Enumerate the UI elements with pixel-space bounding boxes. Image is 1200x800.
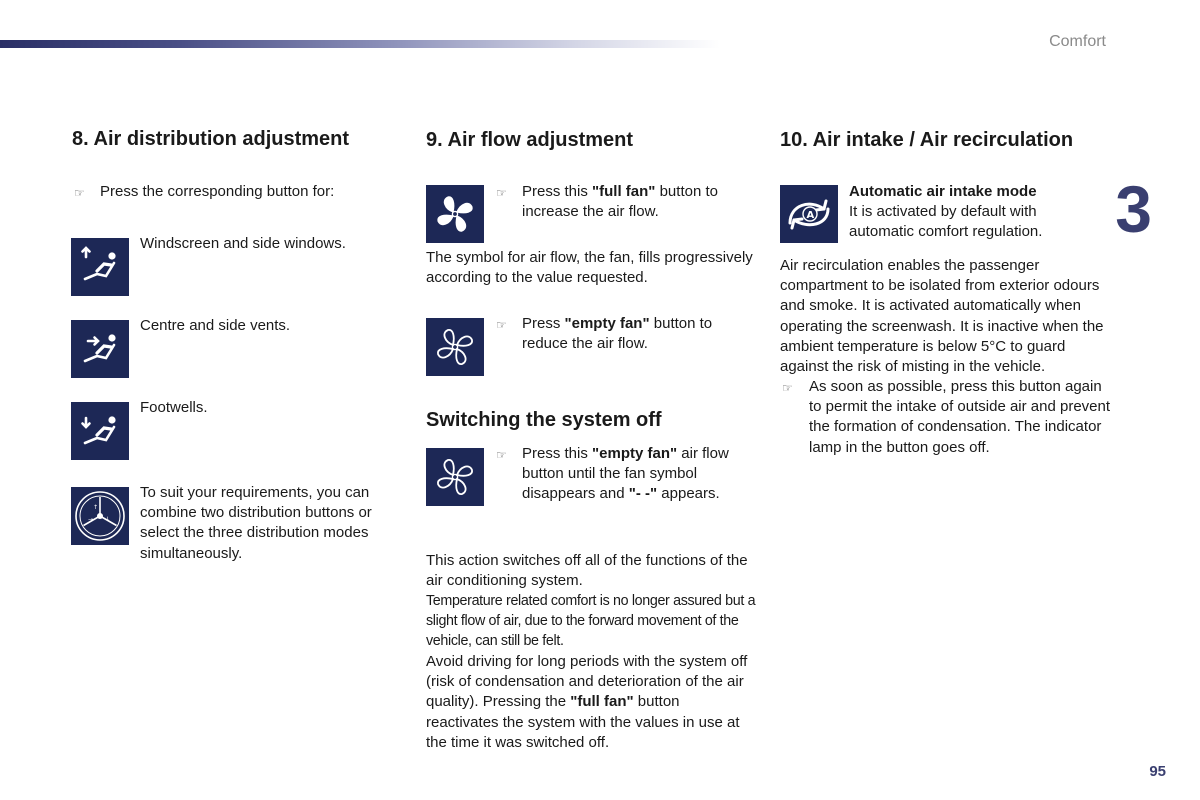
header-gradient-bar xyxy=(0,40,720,48)
distribution-dial-icon xyxy=(71,487,129,545)
section-title-air-distribution: 8. Air distribution adjustment xyxy=(72,128,350,150)
pointer-bullet-icon: ☞ xyxy=(496,186,507,200)
switch-off-text: Press this "empty fan" air flow button until the fan symbol disappears and "- -" appears. xyxy=(522,445,729,503)
fan-symbol-text: The symbol for air flow, the fan, fills progressively according to the value requested. xyxy=(426,249,753,287)
auto-mode-text: It is activated by default with automatic comfort regulation. xyxy=(849,203,1043,241)
recirculation-text: Air recirculation enables the passenger compartment to be isolated from exterior odours and smoke. It is activated automatically when operating the screenwash. It is inactive when the ambient temperature is below 5°C to guard against the risk of misting in the vehicle. xyxy=(780,257,1104,376)
svg-text:A: A xyxy=(806,210,815,221)
section-label: Comfort xyxy=(1049,33,1106,50)
switch-off-action-text: This action switches off all of the functions of the air conditioning system. xyxy=(426,552,748,590)
section-title-switch-off: Switching the system off xyxy=(426,409,662,431)
auto-mode-title: Automatic air intake mode xyxy=(849,183,1037,200)
windscreen-distribution-icon xyxy=(71,238,129,296)
svg-text:→: → xyxy=(88,516,94,523)
distribution-intro: Press the corresponding button for: xyxy=(100,183,335,200)
svg-text:↓: ↓ xyxy=(105,516,111,523)
avoid-driving-text: Avoid driving for long periods with the system off (risk of condensation and deterioration of the air quality). Pressing the "full fan" button reactivates the system with the values in use at the time it was switched off. xyxy=(426,653,748,751)
recirculation-bullet-text: As soon as possible, press this button again to permit the intake of outside air and prevent the formation of condensation. The indicator lamp in the button goes off. xyxy=(809,378,1111,456)
distribution-centre-label: Centre and side vents. xyxy=(140,317,291,334)
section-title-air-flow: 9. Air flow adjustment xyxy=(426,129,634,151)
pointer-bullet-icon: ☞ xyxy=(74,186,85,200)
svg-text:↑: ↑ xyxy=(93,504,99,511)
air-recirculation-icon xyxy=(780,185,838,243)
distribution-footwells-label: Footwells. xyxy=(140,399,208,416)
pointer-bullet-icon: ☞ xyxy=(496,318,507,332)
pointer-bullet-icon: ☞ xyxy=(496,448,507,462)
empty-fan-text: Press "empty fan" button to reduce the air flow. xyxy=(522,315,713,353)
comfort-note-text: Temperature related comfort is no longer assured but a slight flow of air, due to the forward movement of the vehicle, can still be felt. xyxy=(426,593,756,650)
full-fan-icon xyxy=(426,185,484,243)
section-title-air-intake: 10. Air intake / Air recirculation xyxy=(780,129,1074,151)
pointer-bullet-icon: ☞ xyxy=(782,381,793,395)
empty-fan-icon xyxy=(426,448,484,506)
page-number: 95 xyxy=(1149,763,1166,780)
empty-fan-icon xyxy=(426,318,484,376)
distribution-combine-text: To suit your requirements, you can combine two distribution buttons or select the three distribution modes simultaneously. xyxy=(140,484,372,562)
full-fan-text: Press this "full fan" button to increase the air flow. xyxy=(522,183,718,221)
chapter-number: 3 xyxy=(1115,172,1152,246)
footwells-distribution-icon xyxy=(71,402,129,460)
centre-vents-distribution-icon xyxy=(71,320,129,378)
distribution-windscreen-label: Windscreen and side windows. xyxy=(140,235,346,252)
